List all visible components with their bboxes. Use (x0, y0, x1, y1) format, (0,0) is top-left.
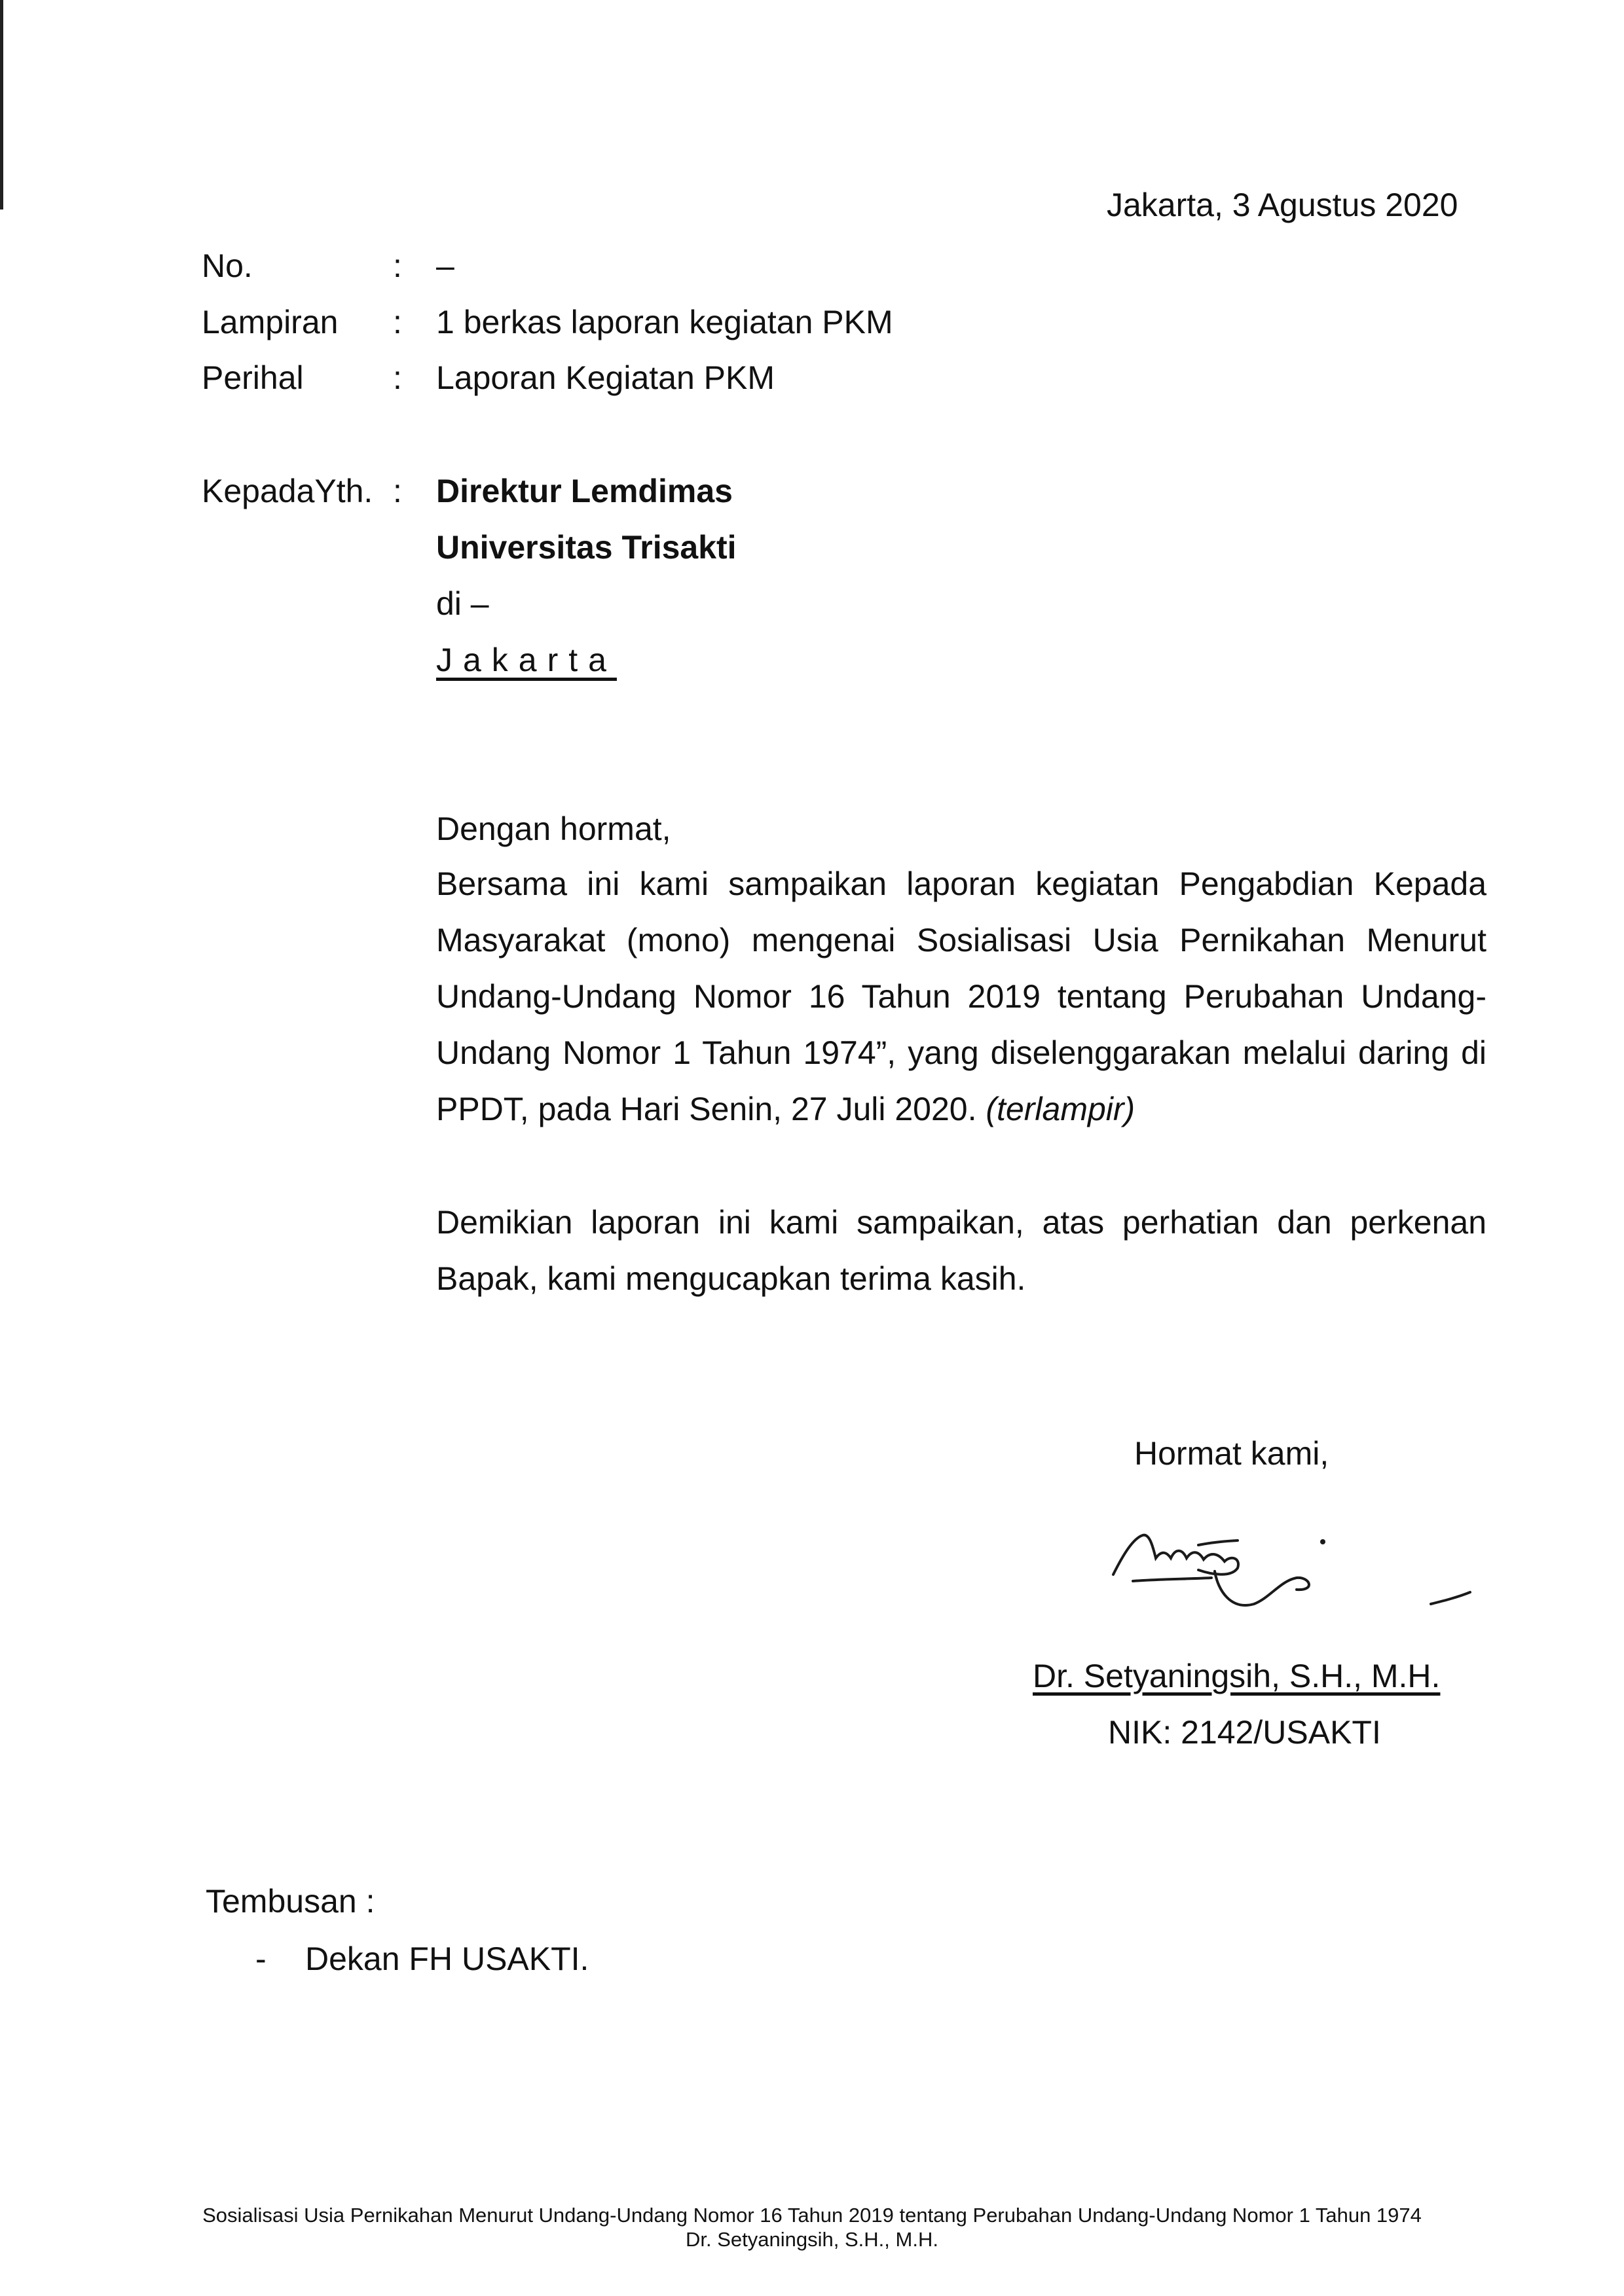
meta-colon: : (393, 247, 402, 284)
recipient-label: KepadaYth. (202, 473, 373, 509)
meta-label-number: No. (202, 247, 253, 284)
recipient-title: Direktur Lemdimas (436, 473, 733, 509)
meta-value-subject: Laporan Kegiatan PKM (436, 359, 775, 396)
body-paragraph-1 (436, 856, 1486, 1137)
handwritten-signature (1100, 1519, 1480, 1643)
recipient-preposition: di – (436, 585, 489, 622)
body-paragraph-1-text: Bersama ini kami sampaikan laporan kegiatan Pengabdian Kepada Masyarakat (mono) mengenai Sosialisasi Usia Pernikahan Menurut Undang-Undang Nomor 16 Tahun 2019 tentang Perubahan Undang-Undang Nomor 1 Tahun 1974”, yang diselenggarakan melalui daring di PPDT, pada Hari Senin, 27 Juli 2020. (436, 866, 1486, 1127)
footer-title: Sosialisasi Usia Pernikahan Menurut Undang-Undang Nomor 16 Tahun 2019 tentang Perubahan Undang-Undang Nomor 1 Tahun 1974 (202, 2204, 1422, 2227)
copies-label: Tembusan : (206, 1883, 375, 1920)
meta-label-attachment: Lampiran (202, 304, 339, 340)
signer-name: Dr. Setyaningsih, S.H., M.H. (1033, 1658, 1441, 1694)
meta-label-subject: Perihal (202, 359, 304, 396)
meta-colon: : (393, 359, 402, 396)
body-paragraph-2-text: Demikian laporan ini kami sampaikan, atas perhatian dan perkenan Bapak, kami mengucapkan terima kasih. (436, 1204, 1486, 1297)
body-paragraph-2 (436, 1194, 1486, 1307)
recipient-institution: Universitas Trisakti (436, 529, 737, 566)
place-date: Jakarta, 3 Agustus 2020 (1107, 187, 1458, 223)
copies-bullet: - (255, 1941, 267, 1977)
recipient-colon: : (393, 473, 402, 509)
scan-edge (0, 0, 3, 210)
signer-nik: NIK: 2142/USAKTI (1108, 1714, 1381, 1751)
meta-value-number: – (436, 247, 454, 284)
attachment-note: (terlampir) (986, 1091, 1135, 1127)
meta-value-attachment: 1 berkas laporan kegiatan PKM (436, 304, 893, 340)
recipient-city: Jakarta (436, 642, 617, 678)
meta-colon: : (393, 304, 402, 340)
greeting: Dengan hormat, (436, 811, 671, 847)
copies-item: Dekan FH USAKTI. (305, 1941, 589, 1977)
footer-author: Dr. Setyaningsih, S.H., M.H. (686, 2228, 938, 2251)
closing: Hormat kami, (1134, 1435, 1329, 1472)
